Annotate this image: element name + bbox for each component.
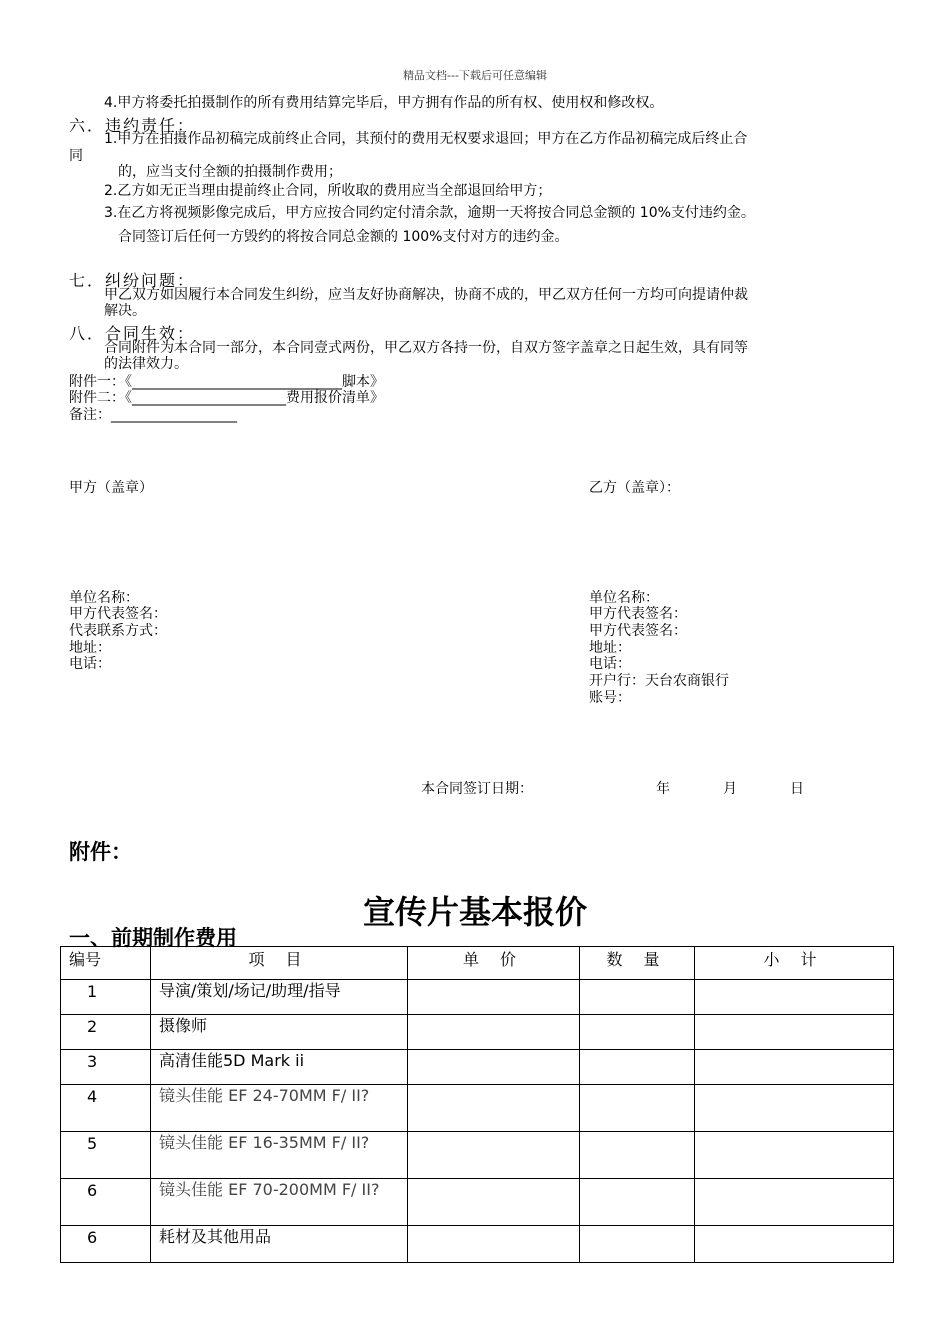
section-6-item-4: 合同签订后任何一方毁约的将按合同总金额的 100%支付对方的违约金。 (118, 229, 569, 245)
header-subtotal: 小 计 (695, 947, 894, 980)
row-item: 镜头佳能 EF 24-70MM F/ II? (151, 1085, 408, 1132)
party-a-address: 地址： (69, 640, 111, 656)
row-number: 3 (61, 1050, 151, 1085)
row-item: 导演/策划/场记/助理/指导 (151, 980, 408, 1015)
row-number: 1 (61, 980, 151, 1015)
section-8-line-2: 的法律效力。 (104, 356, 188, 372)
sign-date-year: 年 (656, 781, 670, 797)
row-quantity (580, 980, 695, 1015)
row-subtotal (695, 1085, 894, 1132)
section-7-line-1: 甲乙双方如因履行本合同发生纠纷，应当友好协商解决，协商不成的，甲乙双方任何一方均可向提请仲裁 (104, 287, 748, 303)
party-b-rep: 甲方代表签名： (589, 606, 687, 622)
table-row (61, 1050, 894, 1085)
row-item: 镜头佳能 EF 16-35MM F/ II? (151, 1132, 408, 1179)
table-row (61, 1226, 894, 1263)
party-b-address: 地址： (589, 640, 631, 656)
party-b-seal: 乙方（盖章）： (589, 480, 680, 496)
row-number: 2 (61, 1015, 151, 1050)
row-subtotal (695, 980, 894, 1015)
clause-4: 4.甲方将委托拍摄制作的所有费用结算完毕后，甲方拥有作品的所有权、使用权和修改权。 (104, 95, 664, 111)
row-unit-price (408, 1226, 580, 1263)
party-a-contact: 代表联系方式： (69, 623, 167, 639)
row-quantity (580, 1132, 695, 1179)
section-7-line-2: 解决。 (104, 303, 146, 319)
party-b-bank: 开户行：天台农商银行 (589, 673, 729, 689)
section-6-item-1-cont: 的，应当支付全额的拍摄制作费用； (118, 164, 342, 180)
pre-production-heading: 一、前期制作费用 (69, 926, 237, 950)
party-a-unit: 单位名称： (69, 590, 139, 606)
header-number: 编号 (61, 947, 151, 980)
section-7-title: 七．纠纷问题： (69, 271, 196, 290)
row-number: 6 (61, 1226, 151, 1263)
page-header: 精品文档---下载后可任意编辑 (403, 69, 547, 82)
section-6-item-2: 2.乙方如无正当理由提前终止合同，所收取的费用应当全部退回给甲方； (104, 183, 552, 199)
party-b-rep-2: 甲方代表签名： (589, 623, 687, 639)
row-item: 摄像师 (151, 1015, 408, 1050)
row-unit-price (408, 1015, 580, 1050)
row-subtotal (695, 1132, 894, 1179)
row-number: 5 (61, 1132, 151, 1179)
row-item: 耗材及其他用品 (151, 1226, 408, 1263)
section-6-item-1: 1.甲方在拍摄作品初稿完成前终止合同，其预付的费用无权要求退回；甲方在乙方作品初稿完成后终止合 (104, 131, 748, 147)
party-a-rep: 甲方代表签名： (69, 606, 167, 622)
attachment-2: 附件二：《______________________费用报价清单》 (69, 390, 384, 406)
row-quantity (580, 1085, 695, 1132)
table-header-row (61, 947, 894, 980)
party-b-unit: 单位名称： (589, 590, 659, 606)
row-quantity (580, 1015, 695, 1050)
table-row (61, 1132, 894, 1179)
row-quantity (580, 1179, 695, 1226)
row-unit-price (408, 1132, 580, 1179)
row-unit-price (408, 1085, 580, 1132)
party-a-seal: 甲方（盖章） (69, 480, 153, 496)
party-b-phone: 电话： (589, 656, 631, 672)
row-quantity (580, 1050, 695, 1085)
remark: 备注：__________________ (69, 407, 237, 423)
row-item: 镜头佳能 EF 70-200MM F/ II? (151, 1179, 408, 1226)
header-quantity: 数 量 (580, 947, 695, 980)
row-item: 高清佳能5D Mark ii (151, 1050, 408, 1085)
party-a-phone: 电话： (69, 656, 111, 672)
row-unit-price (408, 1050, 580, 1085)
row-unit-price (408, 980, 580, 1015)
row-unit-price (408, 1179, 580, 1226)
header-unit-price: 单 价 (408, 947, 580, 980)
attachment-1: 附件一：《______________________________脚本》 (69, 374, 384, 390)
table-row (61, 1179, 894, 1226)
quote-title: 宣传片基本报价 (362, 893, 587, 931)
table-row (61, 980, 894, 1015)
row-subtotal (695, 1015, 894, 1050)
section-6-title: 六．违约责任： (69, 116, 196, 135)
sign-date-label: 本合同签订日期： (421, 781, 533, 797)
party-b-account: 账号： (589, 690, 631, 706)
appendix-label: 附件： (69, 840, 132, 864)
row-quantity (580, 1226, 695, 1263)
header-item: 项 目 (151, 947, 408, 980)
section-8-line-1: 合同附件为本合同一部分，本合同壹式两份，甲乙双方各持一份，自双方签字盖章之日起生效，具有同等 (104, 340, 748, 356)
table-row (61, 1015, 894, 1050)
sign-date-month: 月 (723, 781, 737, 797)
row-subtotal (695, 1226, 894, 1263)
quote-table (60, 946, 894, 1263)
row-number: 4 (61, 1085, 151, 1132)
row-number: 6 (61, 1179, 151, 1226)
row-subtotal (695, 1050, 894, 1085)
row-subtotal (695, 1179, 894, 1226)
table-row (61, 1085, 894, 1132)
section-6-item-1-wrap: 同 (69, 148, 83, 164)
section-8-title: 八．合同生效： (69, 324, 196, 343)
section-6-item-3: 3.在乙方将视频影像完成后，甲方应按合同约定付清余款，逾期一天将按合同总金额的 10%支付违约金。 (104, 205, 755, 221)
sign-date-day: 日 (790, 781, 804, 797)
